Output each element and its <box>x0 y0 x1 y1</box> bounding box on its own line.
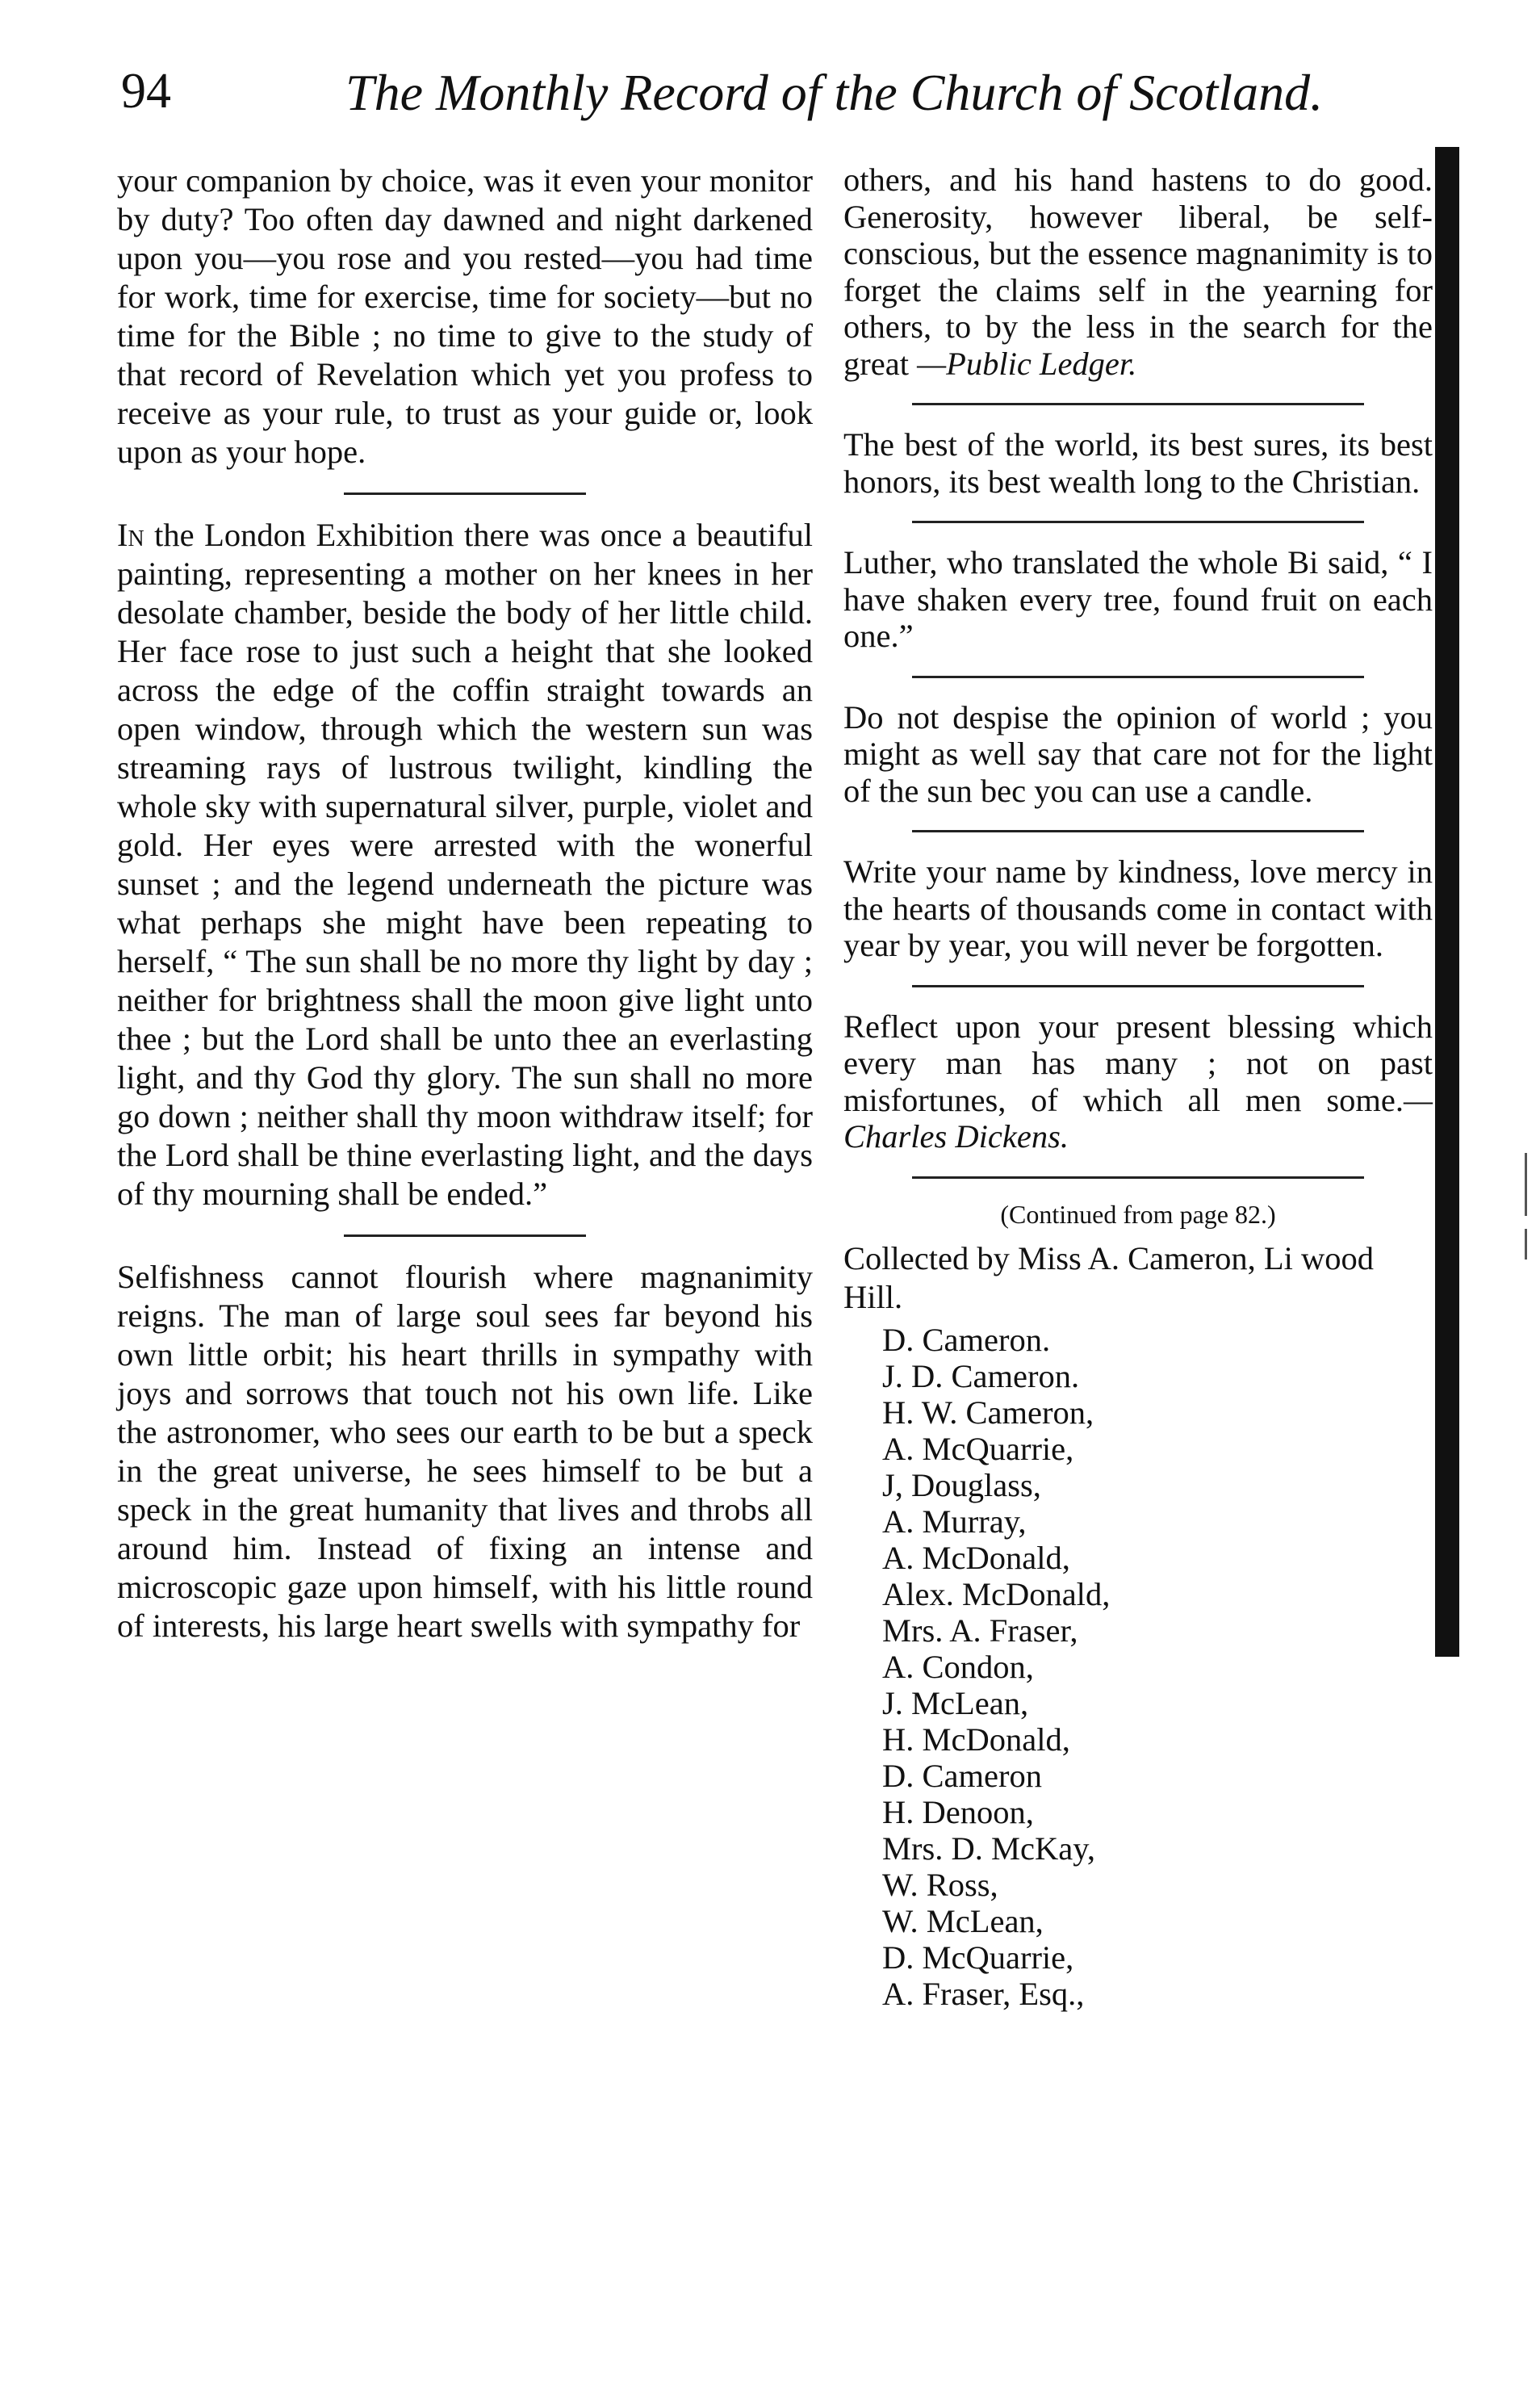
donor-name: Alex. McDonald, <box>882 1575 1111 1612</box>
paragraph-magnanimity: Selfishness cannot flourish where magnanimity reigns. The man of large soul sees far beyond his own little orbit; his heart thrills in sympathy with joys and sorrows that touch not his own life. Like the astronomer, who sees our earth to be but a speck in the great universe, he sees himself to be but a speck in the great humanity that lives and throbs all around him. Instead of fixing an intense and microscopic gaze upon himself, with his little round of interests, his large heart swells with sympathy for <box>117 1259 813 1644</box>
donor-list <box>843 1322 1433 2012</box>
donor-name: A. McQuarrie, <box>882 1430 1074 1467</box>
paragraph-best-of-world: The best of the world, its best sures, its best honors, its best wealth long to the Christian. <box>843 426 1433 500</box>
page-number: 94 <box>121 64 171 119</box>
generosity-text: others, and his hand hastens to do good. Generosity, however liberal, be self-conscious, but the essence magnanimity is to forget the claims self in the yearning for others, to by the less in the search for the great <box>843 161 1433 382</box>
source-public-ledger: —Public Ledger. <box>917 345 1137 382</box>
donor-name: A. Murray, <box>882 1503 1027 1540</box>
section-divider <box>344 1234 586 1237</box>
section-divider <box>912 521 1364 523</box>
donor-name: D. Cameron <box>882 1757 1042 1794</box>
donor-name: W. McLean, <box>882 1902 1044 1939</box>
donor-name: D. Cameron. <box>882 1321 1051 1358</box>
paragraph-exhibition-painting <box>117 516 813 1213</box>
donor-name: J, Douglass, <box>882 1466 1041 1503</box>
donor-name: J. D. Cameron. <box>882 1357 1080 1394</box>
continued-note: (Continued from page 82.) <box>1000 1199 1276 1229</box>
paragraph-blessings <box>843 1008 1433 1155</box>
blessings-text: Reflect upon your present blessing which every man has many ; not on past misfortunes, of which all men some. <box>843 1008 1433 1118</box>
donor-name: H. Denoon, <box>882 1793 1034 1830</box>
paragraph-kindness: Write your name by kindness, love mercy in the hearts of thousands come in contact with year by year, you will never be forgotten. <box>843 853 1433 963</box>
paragraph-opinion: Do not despise the opinion of world ; you might as well say that care not for the light of the sun bec you can use a candle. <box>843 698 1433 809</box>
collection-heading: Collected by Miss A. Cameron, Li wood Hill. <box>843 1239 1374 1315</box>
running-title: The Monthly Record of the Church of Scotland. <box>345 64 1324 121</box>
donor-name: A. Condon, <box>882 1648 1034 1685</box>
donor-name: Mrs. A. Fraser, <box>882 1612 1078 1649</box>
right-column <box>843 161 1433 2012</box>
paragraph-generosity <box>843 161 1433 382</box>
donor-name: J. McLean, <box>882 1684 1029 1721</box>
section-divider <box>912 985 1364 987</box>
paragraph-exhibition-body: the London Exhibition there was once a beautiful painting, representing a mother on her knees in her desolate chamber, beside the body of her little child. Her face rose to just such a height that she looked across the edge of the coffin straight towards an open window, through which the western sun was streaming rays of lustrous twilight, kindling the whole sky with supernatural silver, purple, violet and gold. Her eyes were arrested with the wonerful sunset ; and the legend underneath the picture was what perhaps she might have been repeating to herself, “ The sun shall be no more thy light by day ; neither for brightness shall the moon give light unto thee ; but the Lord shall be unto thee an everlasting light, and thy God thy glory. The sun shall no more go down ; neither shall thy moon withdraw itself; for the Lord shall be thine everlasting light, and the days of thy mourning shall be ended.” <box>117 517 813 1212</box>
section-divider <box>912 403 1364 405</box>
drop-word: In <box>117 517 144 553</box>
page-edge-mark <box>1525 1229 1527 1260</box>
page-header <box>0 57 1540 145</box>
left-column <box>117 161 813 1645</box>
donor-name: W. Ross, <box>882 1866 998 1903</box>
donor-name: D. McQuarrie, <box>882 1939 1074 1976</box>
section-divider <box>344 493 586 495</box>
donor-name: H. McDonald, <box>882 1721 1070 1758</box>
page-edge-mark <box>1525 1153 1527 1216</box>
page-edge-shadow <box>1435 147 1459 1657</box>
section-divider <box>912 1176 1364 1179</box>
paragraph-bible-study: your companion by choice, was it even your monitor by duty? Too often day dawned and night darkened upon you—you rose and you rested—you had time for work, time for exercise, time for society—but no time for the Bible ; no time to give to the study of that record of Revelation which yet you profess to receive as your rule, to trust as your guide or, look upon as your hope. <box>117 162 813 470</box>
donor-name: A. Fraser, Esq., <box>882 1975 1085 2012</box>
section-divider <box>912 830 1364 832</box>
donor-name: A. McDonald, <box>882 1539 1070 1576</box>
paragraph-luther: Luther, who translated the whole Bi said, “ I have shaken every tree, found fruit on each one.” <box>843 544 1433 654</box>
donor-name: H. W. Cameron, <box>882 1394 1094 1431</box>
source-charles-dickens: —Charles Dickens. <box>843 1081 1433 1155</box>
section-divider <box>912 676 1364 678</box>
donor-name: Mrs. D. McKay, <box>882 1830 1095 1867</box>
